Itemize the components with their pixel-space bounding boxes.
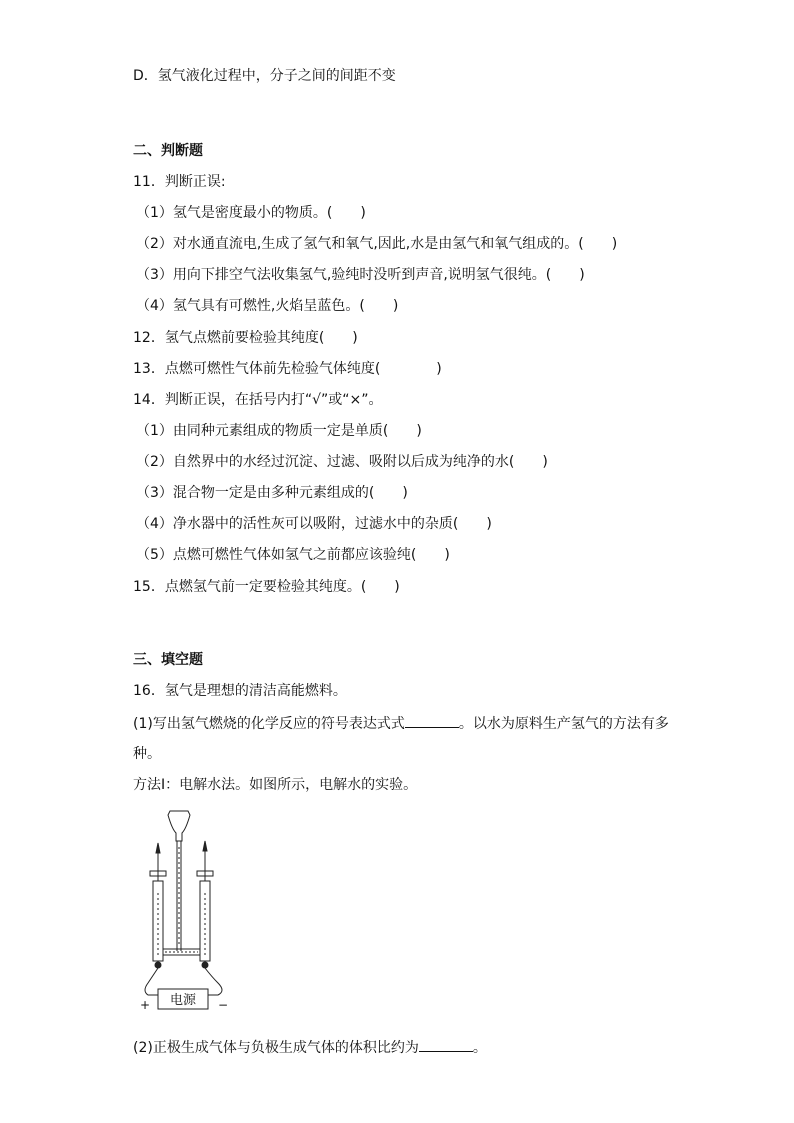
question-14-item-3: （3）混合物一定是由多种元素组成的( ) — [136, 485, 408, 501]
section-heading-judgement: 二、判断题 — [133, 143, 203, 159]
funnel — [168, 811, 190, 841]
electrolysis-apparatus-figure — [138, 807, 238, 1017]
question-15: 15．点燃氢气前一定要检验其纯度。( ) — [133, 579, 400, 595]
power-supply-label: 电源 — [169, 993, 197, 1008]
left-wire — [145, 968, 158, 995]
section-heading-fill-blank: 三、填空题 — [133, 652, 203, 668]
question-11-item-4: （4）氢气具有可燃性,火焰呈蓝色。( ) — [136, 298, 399, 314]
question-14-item-5: （5）点燃可燃性气体如氢气之前都应该验纯( ) — [136, 547, 450, 563]
question-16-part-1-text-b: 。以水为原料生产氢气的方法有多 — [458, 716, 669, 732]
positive-terminal-label: + — [140, 998, 151, 1012]
question-14: 14．判断正误，在括号内打“√”或“×”。 — [133, 392, 383, 408]
answer-blank[interactable] — [419, 1037, 473, 1052]
question-11-item-3: （3）用向下排空气法收集氢气,验纯时没听到声音,说明氢气很纯。( ) — [136, 267, 585, 283]
question-14-item-4: （4）净水器中的活性灰可以吸附，过滤水中的杂质( ) — [136, 516, 492, 532]
question-16-part-1 — [133, 713, 669, 733]
negative-terminal-label: − — [218, 998, 229, 1012]
method-1-description: 方法Ⅰ：电解水法。如图所示，电解水的实验。 — [133, 777, 418, 793]
question-16-part-2-text-a: (2)正极生成气体与负极生成气体的体积比约为 — [133, 1040, 419, 1056]
question-11: 11．判断正误: — [133, 174, 226, 190]
question-16-part-2-text-b: 。 — [472, 1040, 487, 1056]
d-option: D．氢气液化过程中，分子之间的间距不变 — [133, 68, 396, 84]
question-13: 13．点燃可燃性气体前先检验气体纯度( ) — [133, 361, 442, 377]
question-16-part-1-continued: 种。 — [133, 746, 161, 762]
question-16: 16．氢气是理想的清洁高能燃料。 — [133, 683, 347, 699]
answer-blank[interactable] — [405, 713, 459, 728]
question-16-part-1-text-a: (1)写出氢气燃烧的化学反应的符号表达式式 — [133, 716, 405, 732]
question-16-part-2 — [133, 1037, 487, 1057]
question-11-item-1: （1）氢气是密度最小的物质。( ) — [136, 205, 366, 221]
question-11-item-2: （2）对水通直流电,生成了氢气和氧气,因此,水是由氢气和氧气组成的。( ) — [136, 236, 618, 252]
question-14-item-2: （2）自然界中的水经过沉淀、过滤、吸附以后成为纯净的水( ) — [136, 454, 548, 470]
question-14-item-1: （1）由同种元素组成的物质一定是单质( ) — [136, 423, 422, 439]
question-12: 12．氢气点燃前要检验其纯度( ) — [133, 330, 358, 346]
